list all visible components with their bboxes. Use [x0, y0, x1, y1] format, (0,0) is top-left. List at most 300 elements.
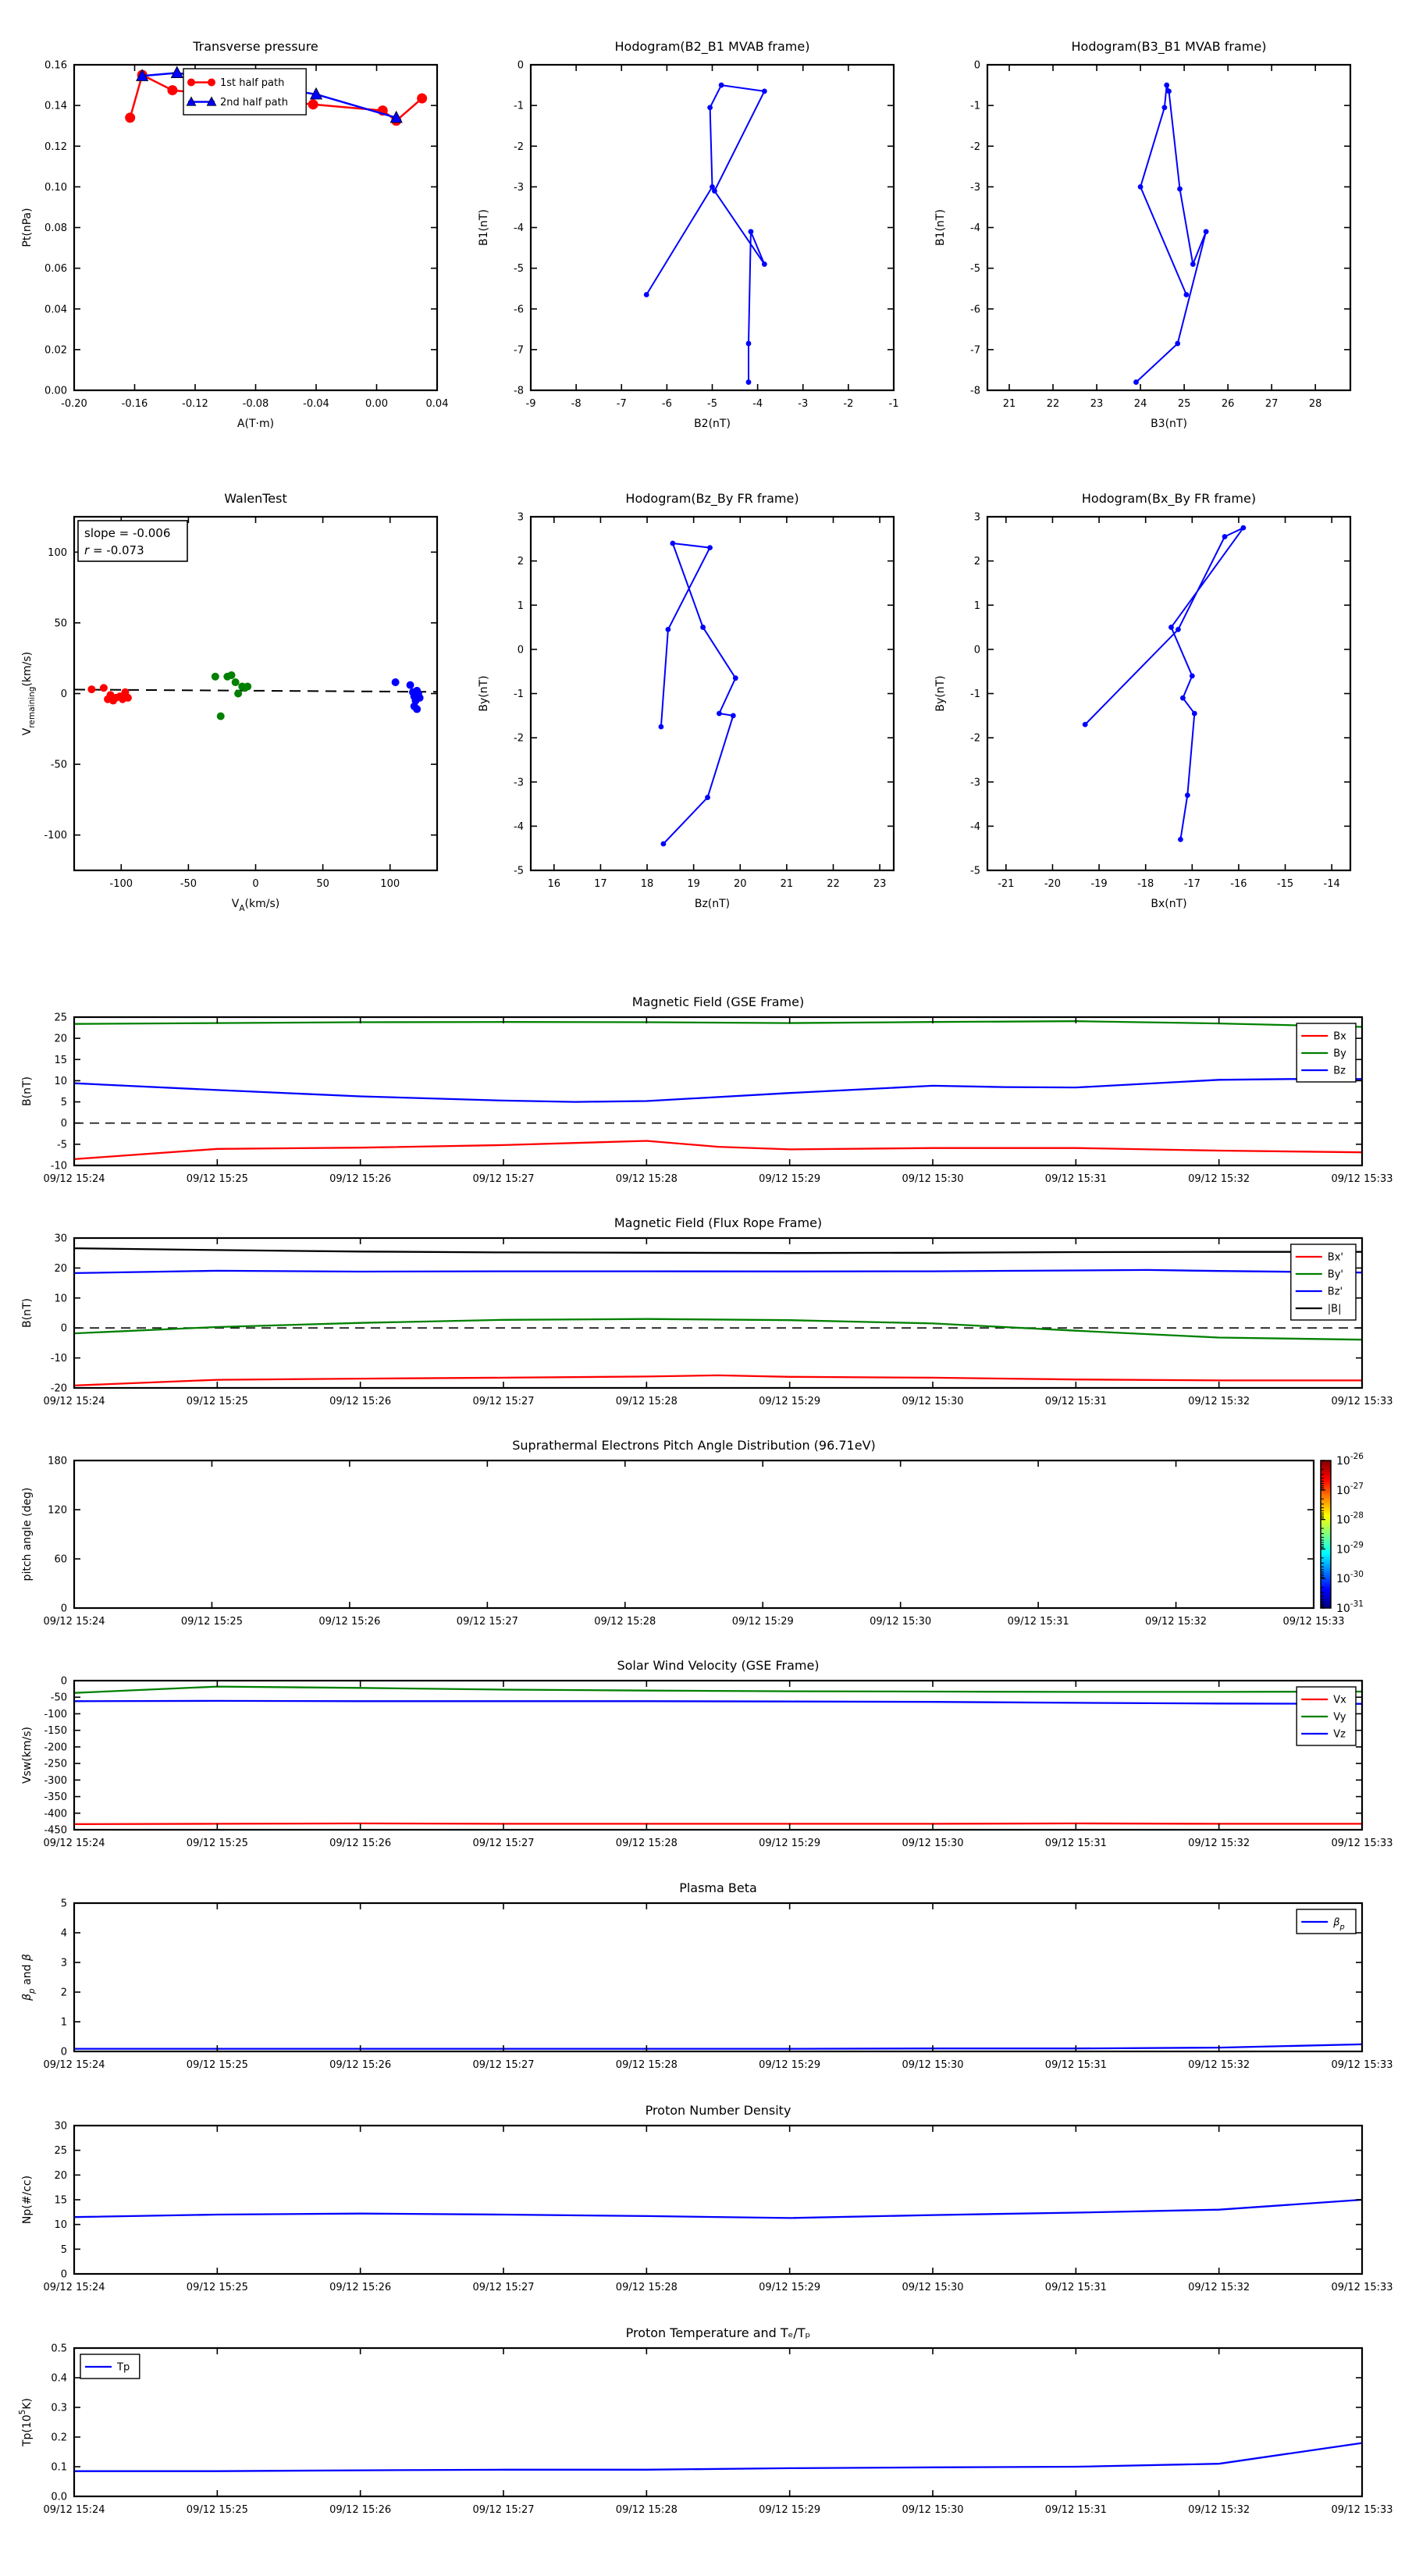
circle-marker	[749, 229, 754, 234]
circle-marker	[87, 685, 95, 693]
svg-text:09/12 15:28: 09/12 15:28	[615, 2504, 678, 2516]
svg-text:Vy: Vy	[1333, 1711, 1346, 1724]
svg-text:-2: -2	[843, 398, 854, 410]
plot-tp	[21, 60, 448, 431]
series-fr-Bx'	[74, 1375, 1362, 1386]
svg-text:180: 180	[48, 1455, 67, 1468]
svg-text:09/12 15:27: 09/12 15:27	[472, 2504, 535, 2516]
axes-box	[74, 1903, 1362, 2051]
svg-text:B1(nT): B1(nT)	[478, 209, 490, 246]
legend-gse	[1297, 1023, 1356, 1082]
svg-text:-5: -5	[970, 865, 980, 877]
circle-marker	[100, 684, 108, 692]
series-vsw-Vz	[74, 1701, 1362, 1704]
svg-text:-100: -100	[109, 878, 133, 890]
svg-text:09/12 15:25: 09/12 15:25	[186, 2059, 248, 2071]
circle-marker	[1177, 187, 1183, 192]
svg-text:-2: -2	[514, 732, 524, 745]
svg-text:Bz: Bz	[1333, 1065, 1346, 1077]
circle-marker	[1222, 534, 1228, 539]
series-vsw-Vx	[74, 1823, 1362, 1824]
svg-text:10-28: $10^{-28}$	[1336, 1510, 1364, 1527]
svg-text:-3: -3	[514, 181, 524, 194]
svg-text:22: 22	[1046, 398, 1060, 410]
svg-text:30: 30	[54, 2120, 67, 2133]
svg-text:09/12 15:29: 09/12 15:29	[759, 1838, 821, 1849]
svg-text:09/12 15:31: 09/12 15:31	[1044, 1173, 1107, 1185]
circle-marker	[1184, 292, 1190, 297]
svg-text:5: 5	[60, 2243, 67, 2256]
svg-text:-10: -10	[50, 1160, 67, 1172]
svg-text:-200: -200	[44, 1742, 67, 1754]
svg-text:0: 0	[252, 878, 259, 890]
svg-text:-7: -7	[970, 344, 980, 357]
svg-text:-5: -5	[57, 1139, 67, 1151]
svg-text:2: 2	[973, 556, 980, 568]
svg-text:Vz: Vz	[1333, 1728, 1346, 1741]
svg-text:2: 2	[60, 1987, 67, 1999]
series-fr-By'	[74, 1319, 1362, 1340]
svg-text:09/12 15:33: 09/12 15:33	[1331, 2504, 1393, 2516]
plot-hxy	[934, 512, 1350, 911]
circle-marker	[413, 705, 421, 713]
svg-text:09/12 15:33: 09/12 15:33	[1331, 2059, 1393, 2071]
svg-text:-350: -350	[44, 1791, 67, 1804]
plot-wal	[21, 517, 437, 913]
svg-text:10: 10	[54, 1075, 67, 1087]
svg-text:0: 0	[517, 59, 524, 72]
circle-marker	[644, 292, 649, 297]
svg-text:09/12 15:24: 09/12 15:24	[43, 1838, 105, 1849]
axes-box	[531, 517, 894, 870]
svg-text:16: 16	[547, 878, 561, 890]
svg-text:-50: -50	[50, 759, 67, 771]
svg-text:-8: -8	[514, 385, 524, 397]
svg-text:3: 3	[973, 511, 980, 524]
svg-text:-1: -1	[514, 688, 524, 700]
svg-text:Bz(nT): Bz(nT)	[694, 898, 731, 910]
circle-marker	[244, 682, 251, 690]
svg-text:0: 0	[973, 644, 980, 656]
svg-text:pitch angle (deg): pitch angle (deg)	[21, 1487, 34, 1582]
circle-marker	[413, 687, 421, 695]
svg-text:20: 20	[54, 1033, 67, 1045]
svg-text:-2: -2	[970, 732, 980, 745]
circle-marker	[1178, 837, 1183, 842]
svg-text:09/12 15:24: 09/12 15:24	[43, 1396, 105, 1407]
svg-text:09/12 15:32: 09/12 15:32	[1188, 1173, 1250, 1185]
plot-fr	[21, 1233, 1393, 1408]
circle-marker	[1161, 105, 1167, 110]
circle-marker	[1175, 341, 1180, 347]
svg-text:24: 24	[1133, 398, 1147, 410]
series-wal-2	[212, 671, 251, 720]
plot-title-magnetic-field-gse: Magnetic Field (GSE Frame)	[631, 994, 805, 1009]
series-fr-|B|	[74, 1248, 1362, 1253]
series-vsw-Vy	[74, 1687, 1362, 1693]
series-fr-Bz'	[74, 1270, 1362, 1273]
circle-marker	[733, 675, 738, 681]
svg-text:09/12 15:24: 09/12 15:24	[43, 1616, 105, 1628]
series-hzy-0	[659, 541, 738, 847]
svg-text:3: 3	[60, 1957, 67, 1969]
svg-text:0: 0	[60, 688, 67, 700]
circle-marker	[712, 188, 717, 194]
svg-text:09/12 15:28: 09/12 15:28	[594, 1616, 656, 1628]
svg-text:-0.20: -0.20	[61, 398, 87, 410]
circle-marker	[762, 88, 767, 94]
plot-title-magnetic-field-flux-rope: Magnetic Field (Flux Rope Frame)	[614, 1215, 823, 1230]
svg-text:Tp(105K): $Tp(10^5K)$	[18, 2397, 34, 2447]
svg-text:100: 100	[48, 546, 67, 559]
svg-text:βp and β: $\beta_p$ and β	[21, 1954, 37, 2001]
circle-marker	[1164, 83, 1169, 88]
svg-text:-9: -9	[525, 398, 536, 410]
series-np-0	[74, 2200, 1362, 2218]
svg-text:09/12 15:30: 09/12 15:30	[902, 2059, 964, 2071]
svg-text:0.04: 0.04	[44, 304, 67, 316]
svg-text:09/12 15:24: 09/12 15:24	[43, 1173, 105, 1185]
circle-marker	[1166, 88, 1172, 94]
legend-tpK	[80, 2354, 140, 2379]
svg-text:0: 0	[973, 59, 980, 72]
series-wal-1	[87, 684, 132, 704]
svg-text:0: 0	[60, 1118, 67, 1130]
svg-text:slope = -0.006: slope = -0.006	[84, 526, 171, 540]
series-h31-0	[1133, 83, 1208, 385]
svg-text:B2(nT): B2(nT)	[694, 418, 731, 430]
svg-text:09/12 15:28: 09/12 15:28	[615, 2282, 678, 2293]
series-wal-3	[392, 678, 424, 713]
svg-text:09/12 15:31: 09/12 15:31	[1044, 2504, 1107, 2516]
svg-text:10-27: $10^{-27}$	[1336, 1481, 1364, 1497]
svg-text:0.5: 0.5	[51, 2343, 67, 2355]
svg-text:-6: -6	[661, 398, 672, 410]
axes-box	[74, 2348, 1362, 2496]
circle-marker	[700, 624, 706, 630]
axes-box	[987, 65, 1350, 390]
svg-text:Vx: Vx	[1333, 1694, 1346, 1706]
svg-text:09/12 15:29: 09/12 15:29	[731, 1616, 794, 1628]
plot-vsw	[21, 1676, 1393, 1850]
svg-text:-100: -100	[44, 1708, 67, 1720]
svg-text:-2: -2	[514, 141, 524, 153]
plot-title-proton-number-density: Proton Number Density	[645, 2103, 791, 2118]
svg-text:10-26: $10^{-26}$	[1336, 1452, 1364, 1468]
series-tpK-Tp	[74, 2443, 1362, 2471]
svg-text:Bx: Bx	[1333, 1030, 1346, 1043]
svg-text:09/12 15:28: 09/12 15:28	[615, 2059, 678, 2071]
plot-np	[21, 2121, 1393, 2294]
plot-title-pitch-angle-distribution: Suprathermal Electrons Pitch Angle Distribution (96.71eV)	[512, 1438, 876, 1453]
svg-text:Bx(nT): Bx(nT)	[1151, 898, 1187, 910]
svg-text:25: 25	[1177, 398, 1191, 410]
svg-text:0.06: 0.06	[44, 263, 67, 276]
svg-text:09/12 15:29: 09/12 15:29	[759, 2059, 821, 2071]
plot-hzy	[478, 512, 894, 911]
svg-text:20: 20	[54, 1262, 67, 1275]
circle-marker	[124, 694, 132, 702]
svg-text:21: 21	[1002, 398, 1016, 410]
series-gse-By	[74, 1021, 1362, 1026]
circle-marker	[392, 678, 400, 686]
plot-beta	[21, 1898, 1393, 2072]
circle-marker	[1192, 711, 1197, 717]
legend-fr	[1291, 1244, 1356, 1320]
svg-text:09/12 15:32: 09/12 15:32	[1188, 2282, 1250, 2293]
svg-text:-10: -10	[50, 1353, 67, 1365]
circle-marker	[208, 79, 215, 87]
svg-text:09/12 15:31: 09/12 15:31	[1044, 1396, 1107, 1407]
legend-beta	[1297, 1909, 1356, 1934]
circle-marker	[1138, 184, 1144, 190]
svg-text:-17: -17	[1183, 878, 1200, 890]
svg-text:50: 50	[316, 878, 329, 890]
svg-text:09/12 15:25: 09/12 15:25	[186, 2282, 248, 2293]
svg-text:50: 50	[54, 617, 67, 630]
svg-text:0: 0	[60, 1322, 67, 1335]
plot-title-proton-temperature: Proton Temperature and Tₑ/Tₚ	[625, 2325, 811, 2340]
svg-text:0.10: 0.10	[44, 181, 67, 194]
svg-text:B1(nT): B1(nT)	[934, 209, 947, 246]
svg-text:-1: -1	[970, 688, 980, 700]
svg-text:-3: -3	[514, 777, 524, 789]
svg-text:09/12 15:30: 09/12 15:30	[870, 1616, 932, 1628]
plot-title-hodogram-bz-by: Hodogram(Bz_By FR frame)	[625, 491, 799, 506]
axes-box	[74, 1461, 1314, 1608]
svg-text:1: 1	[60, 2016, 67, 2029]
svg-text:Bx': Bx'	[1327, 1251, 1343, 1264]
plot-title-hodogram-b2-b1: Hodogram(B2_B1 MVAB frame)	[614, 39, 810, 54]
svg-text:09/12 15:26: 09/12 15:26	[329, 2282, 392, 2293]
svg-text:0.1: 0.1	[51, 2461, 67, 2474]
svg-text:By: By	[1333, 1048, 1346, 1060]
svg-text:09/12 15:27: 09/12 15:27	[472, 1396, 535, 1407]
svg-text:-50: -50	[180, 878, 197, 890]
plot-title-hodogram-b3-b1: Hodogram(B3_B1 MVAB frame)	[1071, 39, 1267, 54]
svg-text:VA(km/s): $V_A(km/s)$	[231, 898, 280, 913]
svg-text:09/12 15:25: 09/12 15:25	[180, 1616, 243, 1628]
svg-text:-19: -19	[1090, 878, 1108, 890]
svg-text:1st half path: 1st half path	[220, 77, 285, 89]
plot-title-walen-test: WalenTest	[224, 491, 287, 506]
svg-text:0.00: 0.00	[44, 385, 67, 397]
svg-text:09/12 15:29: 09/12 15:29	[759, 2282, 821, 2293]
svg-text:0.4: 0.4	[51, 2372, 67, 2385]
circle-marker	[416, 694, 424, 702]
triangle-marker	[171, 66, 183, 77]
svg-text:-5: -5	[707, 398, 717, 410]
svg-text:09/12 15:26: 09/12 15:26	[318, 1616, 381, 1628]
svg-text:09/12 15:32: 09/12 15:32	[1188, 1838, 1250, 1849]
svg-text:09/12 15:27: 09/12 15:27	[472, 1173, 535, 1185]
axes-box	[987, 517, 1350, 870]
svg-text:-5: -5	[514, 865, 524, 877]
svg-text:09/12 15:29: 09/12 15:29	[759, 1396, 821, 1407]
svg-text:-15: -15	[1276, 878, 1294, 890]
circle-marker	[717, 711, 722, 717]
circle-marker	[1168, 624, 1174, 630]
svg-text:0.0: 0.0	[51, 2491, 67, 2503]
svg-text:Tp: Tp	[117, 2361, 130, 2374]
svg-text:-400: -400	[44, 1808, 67, 1820]
svg-text:09/12 15:33: 09/12 15:33	[1331, 1838, 1393, 1849]
svg-text:09/12 15:24: 09/12 15:24	[43, 2504, 105, 2516]
svg-text:0.12: 0.12	[44, 141, 67, 153]
svg-text:By': By'	[1327, 1268, 1343, 1281]
svg-text:09/12 15:26: 09/12 15:26	[329, 1396, 392, 1407]
svg-text:-4: -4	[970, 820, 980, 833]
svg-text:09/12 15:32: 09/12 15:32	[1188, 2504, 1250, 2516]
circle-marker	[705, 795, 710, 800]
svg-text:-0.04: -0.04	[303, 398, 329, 410]
svg-text:5: 5	[60, 1097, 67, 1109]
svg-text:0.08: 0.08	[44, 222, 67, 234]
svg-text:09/12 15:26: 09/12 15:26	[329, 2059, 392, 2071]
svg-text:-1: -1	[970, 100, 980, 112]
svg-text:0.2: 0.2	[51, 2432, 67, 2444]
svg-text:-0.08: -0.08	[242, 398, 269, 410]
svg-text:09/12 15:25: 09/12 15:25	[186, 1173, 248, 1185]
svg-text:-150: -150	[44, 1725, 67, 1738]
svg-text:Np(#/cc): Np(#/cc)	[21, 2175, 34, 2225]
colorbar	[1321, 1452, 1364, 1615]
svg-text:-8: -8	[970, 385, 980, 397]
svg-text:0.02: 0.02	[44, 344, 67, 357]
svg-text:09/12 15:30: 09/12 15:30	[902, 2282, 964, 2293]
plot-title-solar-wind-velocity: Solar Wind Velocity (GSE Frame)	[617, 1658, 820, 1673]
svg-text:21: 21	[780, 878, 794, 890]
circle-marker	[167, 85, 177, 95]
svg-text:-8: -8	[571, 398, 582, 410]
series-h21-0	[644, 83, 767, 385]
svg-text:βp: $\beta_p$	[1333, 1916, 1345, 1932]
svg-text:09/12 15:24: 09/12 15:24	[43, 2059, 105, 2071]
svg-text:09/12 15:27: 09/12 15:27	[472, 2059, 535, 2071]
circle-marker	[217, 712, 225, 720]
circle-marker	[125, 112, 135, 123]
svg-text:25: 25	[54, 2145, 67, 2158]
annotation-box	[78, 521, 187, 561]
circle-marker	[1180, 696, 1186, 701]
svg-text:20: 20	[54, 2169, 67, 2182]
svg-text:09/12 15:33: 09/12 15:33	[1331, 2282, 1393, 2293]
svg-text:-2: -2	[970, 141, 980, 153]
svg-text:1: 1	[517, 600, 524, 612]
circle-marker	[232, 678, 240, 686]
svg-text:26: 26	[1221, 398, 1235, 410]
circle-marker	[308, 99, 318, 109]
svg-text:09/12 15:33: 09/12 15:33	[1331, 1396, 1393, 1407]
svg-text:Vremaining(km/s): $V_{remaining}(km/s)$	[21, 651, 37, 736]
svg-text:-50: -50	[50, 1692, 67, 1704]
svg-text:18: 18	[640, 878, 654, 890]
svg-text:-4: -4	[514, 222, 524, 234]
svg-text:0: 0	[517, 644, 524, 656]
svg-text:B(nT): B(nT)	[21, 1298, 34, 1328]
svg-text:5: 5	[60, 1898, 67, 1910]
svg-text:-3: -3	[970, 181, 980, 194]
circle-marker	[665, 627, 670, 632]
plot-h21	[478, 60, 898, 431]
svg-text:-16: -16	[1230, 878, 1247, 890]
svg-text:0: 0	[60, 1603, 67, 1615]
svg-text:09/12 15:27: 09/12 15:27	[472, 2282, 535, 2293]
circle-marker	[719, 83, 724, 88]
svg-text:09/12 15:31: 09/12 15:31	[1044, 2282, 1107, 2293]
circle-marker	[1133, 379, 1139, 385]
svg-text:17: 17	[594, 878, 607, 890]
svg-text:28: 28	[1308, 398, 1322, 410]
svg-text:10-31: $10^{-31}$	[1336, 1599, 1364, 1615]
svg-text:-100: -100	[44, 830, 67, 842]
svg-text:09/12 15:27: 09/12 15:27	[456, 1616, 518, 1628]
svg-text:09/12 15:30: 09/12 15:30	[902, 1173, 964, 1185]
svg-text:09/12 15:25: 09/12 15:25	[186, 2504, 248, 2516]
svg-text:09/12 15:26: 09/12 15:26	[329, 1173, 392, 1185]
circle-marker	[661, 841, 667, 847]
circle-marker	[707, 545, 713, 550]
svg-text:-4: -4	[752, 398, 763, 410]
circle-marker	[212, 673, 219, 681]
plot-tpK	[18, 2343, 1393, 2517]
circle-marker	[746, 341, 752, 347]
svg-text:-1: -1	[514, 100, 524, 112]
svg-text:-450: -450	[44, 1824, 67, 1837]
svg-text:-250: -250	[44, 1758, 67, 1770]
svg-text:2nd half path: 2nd half path	[220, 97, 288, 109]
circle-marker	[234, 690, 242, 698]
svg-text:27: 27	[1264, 398, 1279, 410]
svg-text:09/12 15:28: 09/12 15:28	[615, 1838, 678, 1849]
svg-text:-300: -300	[44, 1774, 67, 1787]
svg-text:2: 2	[517, 556, 524, 568]
series-gse-Bx	[74, 1141, 1362, 1159]
svg-text:-20: -20	[1044, 878, 1062, 890]
circle-marker	[746, 379, 752, 385]
svg-text:1: 1	[973, 600, 980, 612]
legend-tp	[183, 69, 306, 115]
svg-text:09/12 15:30: 09/12 15:30	[902, 1396, 964, 1407]
svg-text:|B|: |B|	[1327, 1303, 1342, 1315]
svg-text:09/12 15:32: 09/12 15:32	[1188, 2059, 1250, 2071]
svg-text:10: 10	[54, 1293, 67, 1305]
svg-text:09/12 15:26: 09/12 15:26	[329, 1838, 392, 1849]
svg-text:-6: -6	[514, 304, 524, 316]
svg-text:-0.12: -0.12	[182, 398, 208, 410]
plot-title-hodogram-bx-by: Hodogram(Bx_By FR frame)	[1081, 491, 1257, 506]
circle-marker	[762, 262, 767, 267]
svg-text:09/12 15:32: 09/12 15:32	[1188, 1396, 1250, 1407]
svg-text:09/12 15:29: 09/12 15:29	[759, 1173, 821, 1185]
svg-text:-4: -4	[514, 820, 524, 833]
svg-text:25: 25	[54, 1012, 67, 1024]
svg-text:-6: -6	[970, 304, 980, 316]
svg-text:3: 3	[517, 511, 524, 524]
svg-text:09/12 15:26: 09/12 15:26	[329, 2504, 392, 2516]
svg-text:09/12 15:31: 09/12 15:31	[1044, 1838, 1107, 1849]
svg-text:09/12 15:31: 09/12 15:31	[1007, 1616, 1069, 1628]
series-beta-βp	[74, 2044, 1362, 2049]
svg-text:09/12 15:31: 09/12 15:31	[1044, 2059, 1107, 2071]
circle-marker	[187, 79, 195, 87]
svg-text:-1: -1	[888, 398, 899, 410]
svg-text:09/12 15:30: 09/12 15:30	[902, 2504, 964, 2516]
svg-text:09/12 15:33: 09/12 15:33	[1331, 1173, 1393, 1185]
svg-text:23: 23	[873, 878, 887, 890]
svg-text:15: 15	[54, 1054, 67, 1066]
svg-text:09/12 15:24: 09/12 15:24	[43, 2282, 105, 2293]
